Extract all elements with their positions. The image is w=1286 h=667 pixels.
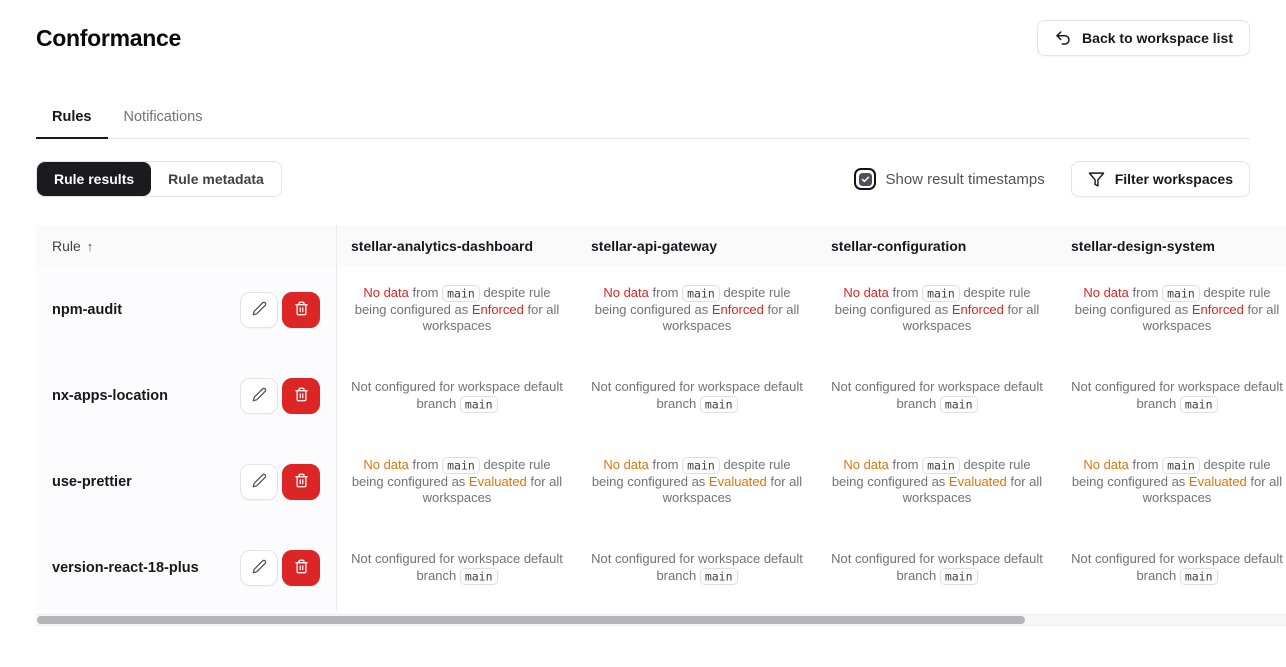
message-text: despite rule being configured as <box>1071 457 1271 489</box>
conformance-table <box>36 225 1286 611</box>
tab-notifications[interactable]: Notifications <box>123 109 203 125</box>
message-text: No data <box>1083 285 1129 301</box>
workspace-column-header[interactable]: stellar-design-system <box>1071 238 1215 254</box>
pencil-icon <box>252 301 267 319</box>
message-text: No data <box>603 457 649 473</box>
rule-actions <box>240 550 320 586</box>
message-text: despite rule being configured as <box>354 285 551 317</box>
rule-results-toggle[interactable]: Rule results <box>37 162 151 196</box>
result-cell <box>337 353 577 439</box>
back-to-workspace-list-button[interactable] <box>1037 20 1250 56</box>
rule-column-label: Rule <box>52 238 81 254</box>
message-text: Enforced <box>1191 301 1244 317</box>
result-message <box>347 379 567 412</box>
branch-code-chip: main <box>460 396 498 413</box>
message-text: Not configured for workspace default branch <box>591 379 803 411</box>
message-text: No data <box>843 457 889 473</box>
message-text: for all workspaces <box>422 301 560 334</box>
result-message <box>1067 285 1286 335</box>
message-text: from <box>408 285 443 301</box>
result-cell <box>337 267 577 353</box>
message-text: despite rule being configured as <box>1074 285 1271 317</box>
pencil-icon <box>252 559 267 577</box>
message-text: Enforced <box>471 301 524 317</box>
rule-actions <box>240 378 320 414</box>
message-text: for all workspaces <box>662 301 800 334</box>
trash-icon <box>294 301 309 319</box>
page-header <box>0 0 1286 56</box>
branch-code-chip: main <box>1162 457 1200 474</box>
back-button-label: Back to workspace list <box>1082 30 1233 46</box>
result-message <box>1067 457 1286 507</box>
message-text: from <box>648 457 683 473</box>
result-cell <box>1057 525 1286 611</box>
message-text: for all workspaces <box>1142 473 1283 506</box>
message-text: Evaluated <box>468 473 527 489</box>
result-message <box>587 379 807 412</box>
workspace-column-header[interactable]: stellar-api-gateway <box>591 238 718 254</box>
filter-icon <box>1088 171 1105 188</box>
rule-cell <box>36 267 337 353</box>
message-text: Not configured for workspace default branch <box>831 551 1043 583</box>
timestamps-checkbox[interactable] <box>854 168 876 190</box>
message-text: for all workspaces <box>422 473 563 506</box>
result-message <box>347 285 567 335</box>
rule-column-header[interactable] <box>36 225 337 267</box>
trash-icon <box>294 473 309 491</box>
rule-name: nx-apps-location <box>52 388 169 404</box>
result-message <box>347 457 567 507</box>
edit-rule-button[interactable] <box>240 464 278 500</box>
trash-icon <box>294 559 309 577</box>
message-text: from <box>1128 457 1163 473</box>
rule-actions <box>240 464 320 500</box>
rule-metadata-toggle[interactable]: Rule metadata <box>151 162 281 196</box>
message-text: Not configured for workspace default branch <box>831 379 1043 411</box>
tab-bar <box>36 109 1250 139</box>
result-cell <box>577 353 817 439</box>
result-message <box>587 551 807 584</box>
message-text: Evaluated <box>1188 473 1247 489</box>
branch-code-chip: main <box>442 285 480 302</box>
undo-arrow-icon <box>1054 29 1072 47</box>
message-text: Not configured for workspace default branch <box>591 551 803 583</box>
message-text: Not configured for workspace default branch <box>1071 551 1283 583</box>
table-body <box>36 267 1286 611</box>
result-cell <box>817 267 1057 353</box>
result-message <box>347 551 567 584</box>
table-row <box>36 353 1286 439</box>
message-text: for all workspaces <box>1142 301 1280 334</box>
branch-code-chip: main <box>1180 568 1218 585</box>
rule-name: npm-audit <box>52 302 123 318</box>
edit-rule-button[interactable] <box>240 378 278 414</box>
message-text: No data <box>363 285 409 301</box>
result-message <box>587 457 807 507</box>
message-text: Enforced <box>951 301 1004 317</box>
message-text: No data <box>843 285 889 301</box>
branch-code-chip: main <box>940 568 978 585</box>
result-cell <box>577 525 817 611</box>
branch-code-chip: main <box>700 568 738 585</box>
result-cell <box>337 439 577 525</box>
toolbar <box>36 161 1250 197</box>
result-message <box>1067 551 1286 584</box>
result-cell <box>1057 353 1286 439</box>
horizontal-scrollbar[interactable] <box>36 614 1286 626</box>
toolbar-right <box>854 161 1250 197</box>
edit-rule-button[interactable] <box>240 550 278 586</box>
result-message <box>827 457 1047 507</box>
table-row <box>36 439 1286 525</box>
workspace-column-header[interactable]: stellar-analytics-dashboard <box>351 238 534 254</box>
message-text: Evaluated <box>948 473 1007 489</box>
tab-rules[interactable]: Rules <box>36 109 108 139</box>
workspace-column-header[interactable]: stellar-configuration <box>831 238 967 254</box>
pencil-icon <box>252 473 267 491</box>
rule-name: version-react-18-plus <box>52 560 199 576</box>
message-text: from <box>648 285 683 301</box>
message-text: Not configured for workspace default branch <box>351 551 563 583</box>
show-timestamps-control[interactable] <box>854 168 1044 190</box>
branch-code-chip: main <box>682 457 720 474</box>
message-text: despite rule being configured as <box>351 457 551 489</box>
scrollbar-thumb[interactable] <box>37 616 1025 624</box>
result-cell <box>577 267 817 353</box>
table-row <box>36 525 1286 611</box>
delete-rule-button[interactable] <box>282 550 320 586</box>
rule-cell <box>36 439 337 525</box>
branch-code-chip: main <box>1162 285 1200 302</box>
branch-code-chip: main <box>922 457 960 474</box>
sort-ascending-icon: ↑ <box>86 238 94 254</box>
branch-code-chip: main <box>940 396 978 413</box>
message-text: despite rule being configured as <box>591 457 791 489</box>
delete-rule-button[interactable] <box>282 378 320 414</box>
message-text: for all workspaces <box>902 473 1043 506</box>
result-cell <box>817 439 1057 525</box>
message-text: despite rule being configured as <box>831 457 1031 489</box>
message-text: Not configured for workspace default branch <box>1071 379 1283 411</box>
result-cell <box>1057 439 1286 525</box>
branch-code-chip: main <box>922 285 960 302</box>
message-text: for all workspaces <box>902 301 1040 334</box>
message-text: No data <box>603 285 649 301</box>
message-text: No data <box>1083 457 1129 473</box>
message-text: Enforced <box>711 301 764 317</box>
rule-actions <box>240 292 320 328</box>
delete-rule-button[interactable] <box>282 464 320 500</box>
message-text: from <box>888 457 923 473</box>
branch-code-chip: main <box>700 396 738 413</box>
checkmark-icon <box>859 173 872 186</box>
trash-icon <box>294 387 309 405</box>
timestamps-label: Show result timestamps <box>885 170 1045 188</box>
rule-cell <box>36 353 337 439</box>
message-text: No data <box>363 457 409 473</box>
message-text: from <box>1128 285 1163 301</box>
delete-rule-button[interactable] <box>282 292 320 328</box>
result-cell <box>817 525 1057 611</box>
view-toggle <box>36 161 282 197</box>
rule-name: use-prettier <box>52 474 132 490</box>
table-header-row <box>36 225 1286 267</box>
message-text: Evaluated <box>708 473 767 489</box>
branch-code-chip: main <box>1180 396 1218 413</box>
branch-code-chip: main <box>460 568 498 585</box>
message-text: for all workspaces <box>662 473 803 506</box>
branch-code-chip: main <box>682 285 720 302</box>
edit-rule-button[interactable] <box>240 292 278 328</box>
result-cell <box>577 439 817 525</box>
result-cell <box>337 525 577 611</box>
workspace-headers <box>337 225 1286 267</box>
pencil-icon <box>252 387 267 405</box>
filter-workspaces-button[interactable] <box>1071 161 1250 197</box>
result-message <box>827 285 1047 335</box>
message-text: despite rule being configured as <box>594 285 791 317</box>
result-message <box>827 551 1047 584</box>
rule-cell <box>36 525 337 611</box>
filter-button-label: Filter workspaces <box>1114 171 1233 187</box>
result-cell <box>1057 267 1286 353</box>
branch-code-chip: main <box>442 457 480 474</box>
message-text: from <box>888 285 923 301</box>
result-message <box>827 379 1047 412</box>
result-cell <box>817 353 1057 439</box>
result-message <box>1067 379 1286 412</box>
message-text: despite rule being configured as <box>834 285 1031 317</box>
table-row <box>36 267 1286 353</box>
message-text: from <box>408 457 443 473</box>
result-message <box>587 285 807 335</box>
message-text: Not configured for workspace default branch <box>351 379 563 411</box>
page-title: Conformance <box>36 24 181 51</box>
